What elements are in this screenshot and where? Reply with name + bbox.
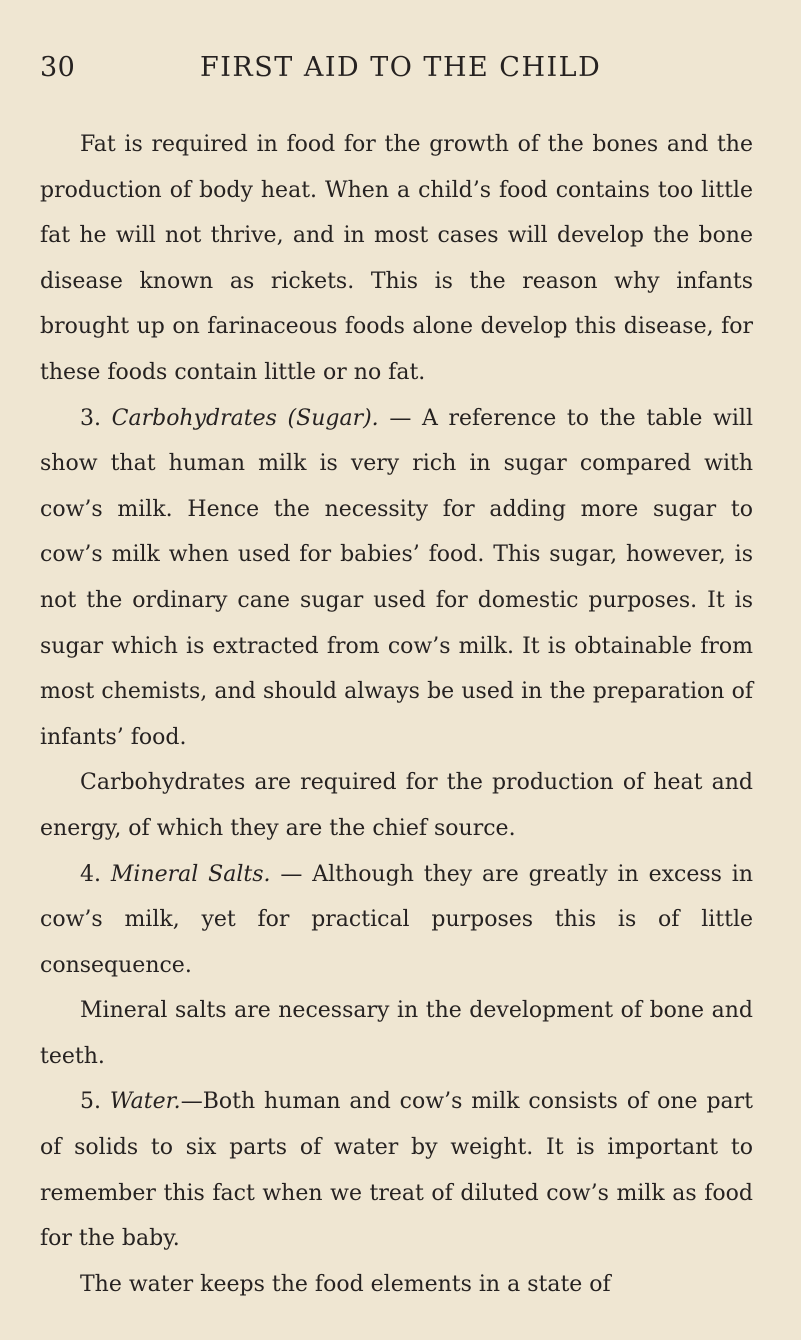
paragraph-water-elements	[40, 1262, 753, 1308]
paragraph-mineral-salts	[40, 852, 753, 989]
section-heading-carbohydrates: Carbohydrates (Sugar).	[111, 405, 379, 431]
paragraph-text: Carbohydrates are required for the production of heat and energy, of which they are the chief source.	[40, 770, 753, 841]
paragraph-mineral-salts-bone	[40, 988, 753, 1079]
page-number: 30	[40, 52, 76, 83]
page-header	[40, 52, 753, 98]
paragraph-text: — A reference to the table will show that human milk is very rich in sugar compared with cow’s milk. Hence the necessity for adding more sugar to cow’s milk when used for babies’ food. This sugar, however, is not the ordinary cane sugar used for domestic purposes. It is sugar which is extracted from cow’s milk. It is obtainable from most chemists, and should always be used in the preparation of infants’ food.	[40, 405, 753, 750]
paragraph-text: —Both human and cow’s milk consists of one part of solids to six parts of water by weight. It is important to remember this fact when we treat of diluted cow’s milk as food for the baby.	[40, 1089, 754, 1252]
section-heading-mineral-salts: Mineral Salts.	[110, 861, 271, 887]
paragraph-text: — Although they are greatly in excess in cow’s milk, yet for practical purposes this is of little consequence.	[40, 861, 753, 978]
paragraph-text: The water keeps the food elements in a state of	[80, 1271, 611, 1297]
section-number: 4.	[80, 861, 111, 887]
section-heading-water: Water.	[109, 1089, 181, 1115]
paragraph-carbohydrates-energy	[40, 760, 753, 851]
body-text	[40, 122, 753, 1307]
running-head: FIRST AID TO THE CHILD	[200, 52, 602, 83]
paragraph-text: Fat is required in food for the growth of the bones and the production of body heat. When a child’s food contains too little fat he will not thrive, and in most cases will develop the bone disease known as rickets. This is the reason why infants brought up on farinaceous foods alone develop this disease, for these foods contain little or no fat.	[40, 132, 753, 385]
paragraph-fat	[40, 122, 753, 396]
section-number: 3.	[80, 405, 112, 431]
paragraph-text: Mineral salts are necessary in the development of bone and teeth.	[40, 998, 753, 1069]
section-number: 5.	[80, 1089, 110, 1115]
paragraph-carbohydrates	[40, 396, 753, 761]
paragraph-water	[40, 1079, 753, 1261]
